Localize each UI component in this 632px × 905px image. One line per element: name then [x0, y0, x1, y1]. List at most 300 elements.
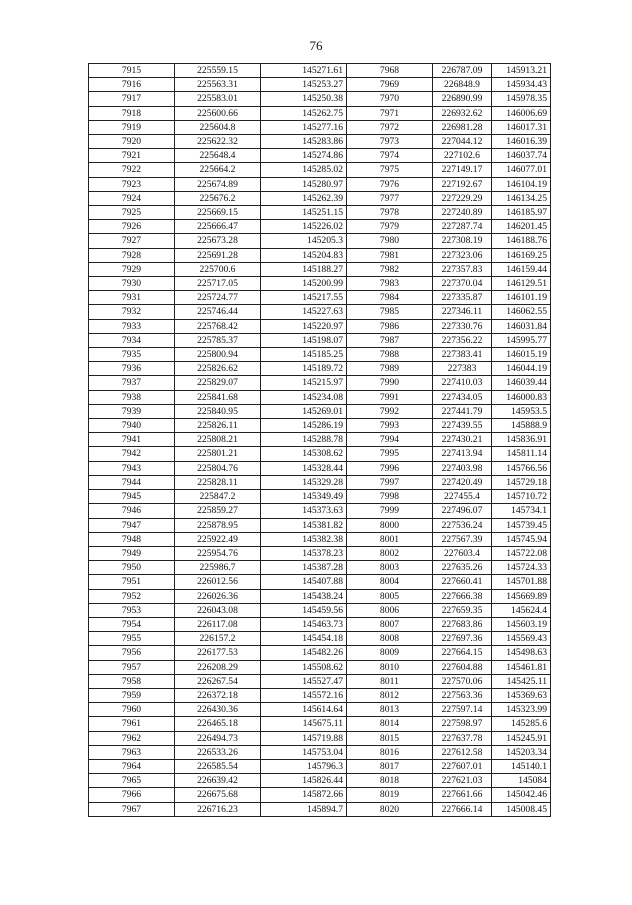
- y-coordinate-left: 145198.07: [261, 333, 347, 347]
- y-coordinate-left: 145675.11: [261, 717, 347, 731]
- y-coordinate-left: 145271.61: [261, 64, 347, 78]
- table-row: [89, 234, 551, 248]
- point-number-right: 7977: [347, 191, 433, 205]
- y-coordinate-right: 145042.46: [492, 788, 551, 802]
- y-coordinate-left: 145226.02: [261, 220, 347, 234]
- table-row: [89, 177, 551, 191]
- table-row: [89, 688, 551, 702]
- y-coordinate-left: 145205.3: [261, 234, 347, 248]
- x-coordinate-right: 227496.07: [433, 504, 492, 518]
- y-coordinate-left: 145407.88: [261, 575, 347, 589]
- point-number-left: 7929: [89, 262, 175, 276]
- x-coordinate-right: 227607.01: [433, 759, 492, 773]
- x-coordinate-right: 227102.6: [433, 149, 492, 163]
- point-number-left: 7941: [89, 433, 175, 447]
- table-row: [89, 447, 551, 461]
- point-number-left: 7915: [89, 64, 175, 78]
- table-row: [89, 802, 551, 816]
- y-coordinate-right: 145285.6: [492, 717, 551, 731]
- y-coordinate-right: 146044.19: [492, 362, 551, 376]
- y-coordinate-left: 145277.16: [261, 120, 347, 134]
- point-number-right: 7996: [347, 461, 433, 475]
- x-coordinate-left: 226430.36: [175, 703, 261, 717]
- y-coordinate-left: 145185.25: [261, 348, 347, 362]
- table-row: [89, 404, 551, 418]
- y-coordinate-right: 145710.72: [492, 490, 551, 504]
- y-coordinate-left: 145796.3: [261, 759, 347, 773]
- point-number-right: 7986: [347, 319, 433, 333]
- x-coordinate-right: 227346.11: [433, 305, 492, 319]
- x-coordinate-left: 225828.11: [175, 475, 261, 489]
- x-coordinate-left: 226372.18: [175, 688, 261, 702]
- y-coordinate-right: 145953.5: [492, 404, 551, 418]
- y-coordinate-left: 145204.83: [261, 248, 347, 262]
- point-number-left: 7930: [89, 277, 175, 291]
- y-coordinate-right: 146031.84: [492, 319, 551, 333]
- y-coordinate-left: 145508.62: [261, 660, 347, 674]
- x-coordinate-left: 225673.28: [175, 234, 261, 248]
- table-row: [89, 291, 551, 305]
- y-coordinate-right: 145724.33: [492, 561, 551, 575]
- y-coordinate-left: 145329.28: [261, 475, 347, 489]
- point-number-left: 7965: [89, 774, 175, 788]
- y-coordinate-left: 145454.18: [261, 632, 347, 646]
- x-coordinate-left: 225785.37: [175, 333, 261, 347]
- table-row: [89, 788, 551, 802]
- x-coordinate-left: 226117.08: [175, 617, 261, 631]
- y-coordinate-right: 146037.74: [492, 149, 551, 163]
- x-coordinate-left: 226675.68: [175, 788, 261, 802]
- x-coordinate-left: 225583.01: [175, 92, 261, 106]
- y-coordinate-left: 145274.86: [261, 149, 347, 163]
- x-coordinate-left: 226494.73: [175, 731, 261, 745]
- table-row: [89, 277, 551, 291]
- y-coordinate-right: 145811.14: [492, 447, 551, 461]
- point-number-left: 7949: [89, 546, 175, 560]
- table-row: [89, 475, 551, 489]
- table-row: [89, 461, 551, 475]
- x-coordinate-left: 225840.95: [175, 404, 261, 418]
- x-coordinate-right: 227149.17: [433, 163, 492, 177]
- y-coordinate-left: 145283.86: [261, 135, 347, 149]
- y-coordinate-right: 145734.1: [492, 504, 551, 518]
- x-coordinate-left: 225648.4: [175, 149, 261, 163]
- table-row: [89, 135, 551, 149]
- y-coordinate-left: 145753.04: [261, 745, 347, 759]
- point-number-left: 7916: [89, 78, 175, 92]
- y-coordinate-right: 146129.51: [492, 277, 551, 291]
- point-number-left: 7932: [89, 305, 175, 319]
- point-number-right: 8000: [347, 518, 433, 532]
- y-coordinate-left: 145262.75: [261, 106, 347, 120]
- point-number-right: 7972: [347, 120, 433, 134]
- point-number-right: 8004: [347, 575, 433, 589]
- y-coordinate-right: 145995.77: [492, 333, 551, 347]
- y-coordinate-left: 145189.72: [261, 362, 347, 376]
- table-row: [89, 660, 551, 674]
- point-number-right: 7982: [347, 262, 433, 276]
- table-row: [89, 376, 551, 390]
- x-coordinate-right: 227403.98: [433, 461, 492, 475]
- x-coordinate-right: 227044.12: [433, 135, 492, 149]
- table-row: [89, 589, 551, 603]
- y-coordinate-left: 145872.66: [261, 788, 347, 802]
- y-coordinate-left: 145286.19: [261, 419, 347, 433]
- x-coordinate-left: 225563.31: [175, 78, 261, 92]
- x-coordinate-right: 227666.38: [433, 589, 492, 603]
- table-row: [89, 191, 551, 205]
- point-number-left: 7940: [89, 419, 175, 433]
- x-coordinate-left: 225808.21: [175, 433, 261, 447]
- point-number-left: 7944: [89, 475, 175, 489]
- y-coordinate-left: 145262.39: [261, 191, 347, 205]
- y-coordinate-right: 145745.94: [492, 532, 551, 546]
- point-number-left: 7925: [89, 206, 175, 220]
- y-coordinate-right: 145498.63: [492, 646, 551, 660]
- x-coordinate-left: 225717.05: [175, 277, 261, 291]
- y-coordinate-left: 145527.47: [261, 674, 347, 688]
- point-number-right: 7989: [347, 362, 433, 376]
- point-number-right: 7990: [347, 376, 433, 390]
- point-number-left: 7956: [89, 646, 175, 660]
- x-coordinate-right: 227536.24: [433, 518, 492, 532]
- x-coordinate-right: 227420.49: [433, 475, 492, 489]
- y-coordinate-left: 145719.88: [261, 731, 347, 745]
- y-coordinate-right: 145624.4: [492, 603, 551, 617]
- x-coordinate-left: 225801.21: [175, 447, 261, 461]
- table-row: [89, 532, 551, 546]
- point-number-right: 7994: [347, 433, 433, 447]
- point-number-left: 7923: [89, 177, 175, 191]
- point-number-right: 7971: [347, 106, 433, 120]
- point-number-left: 7945: [89, 490, 175, 504]
- x-coordinate-right: 227383: [433, 362, 492, 376]
- point-number-left: 7952: [89, 589, 175, 603]
- point-number-right: 7980: [347, 234, 433, 248]
- point-number-right: 7970: [347, 92, 433, 106]
- x-coordinate-right: 226981.28: [433, 120, 492, 134]
- y-coordinate-left: 145438.24: [261, 589, 347, 603]
- x-coordinate-right: 227192.67: [433, 177, 492, 191]
- point-number-left: 7955: [89, 632, 175, 646]
- y-coordinate-left: 145234.08: [261, 390, 347, 404]
- y-coordinate-right: 145140.1: [492, 759, 551, 773]
- table-row: [89, 433, 551, 447]
- y-coordinate-right: 145836.91: [492, 433, 551, 447]
- point-number-right: 7999: [347, 504, 433, 518]
- x-coordinate-left: 226177.53: [175, 646, 261, 660]
- point-number-left: 7959: [89, 688, 175, 702]
- table-row: [89, 390, 551, 404]
- y-coordinate-left: 145288.78: [261, 433, 347, 447]
- point-number-left: 7938: [89, 390, 175, 404]
- coordinates-table-body: [89, 64, 551, 817]
- y-coordinate-right: 145701.88: [492, 575, 551, 589]
- point-number-right: 8003: [347, 561, 433, 575]
- point-number-left: 7950: [89, 561, 175, 575]
- y-coordinate-right: 146077.01: [492, 163, 551, 177]
- point-number-left: 7962: [89, 731, 175, 745]
- y-coordinate-left: 145894.7: [261, 802, 347, 816]
- x-coordinate-right: 227661.66: [433, 788, 492, 802]
- x-coordinate-left: 225768.42: [175, 319, 261, 333]
- y-coordinate-right: 145934.43: [492, 78, 551, 92]
- y-coordinate-left: 145482.26: [261, 646, 347, 660]
- x-coordinate-right: 227621.03: [433, 774, 492, 788]
- point-number-left: 7961: [89, 717, 175, 731]
- point-number-right: 7975: [347, 163, 433, 177]
- x-coordinate-left: 226533.26: [175, 745, 261, 759]
- y-coordinate-left: 145381.82: [261, 518, 347, 532]
- y-coordinate-left: 145373.63: [261, 504, 347, 518]
- x-coordinate-left: 225666.47: [175, 220, 261, 234]
- y-coordinate-right: 145569.43: [492, 632, 551, 646]
- y-coordinate-left: 145572.16: [261, 688, 347, 702]
- x-coordinate-right: 227697.36: [433, 632, 492, 646]
- point-number-left: 7954: [89, 617, 175, 631]
- y-coordinate-left: 145285.02: [261, 163, 347, 177]
- y-coordinate-left: 145614.64: [261, 703, 347, 717]
- x-coordinate-right: 227666.14: [433, 802, 492, 816]
- x-coordinate-right: 227683.86: [433, 617, 492, 631]
- x-coordinate-left: 226639.42: [175, 774, 261, 788]
- table-row: [89, 64, 551, 78]
- x-coordinate-right: 227598.97: [433, 717, 492, 731]
- x-coordinate-right: 227455.4: [433, 490, 492, 504]
- x-coordinate-left: 225600.66: [175, 106, 261, 120]
- x-coordinate-left: 225724.77: [175, 291, 261, 305]
- table-row: [89, 305, 551, 319]
- x-coordinate-right: 226848.9: [433, 78, 492, 92]
- x-coordinate-left: 226043.08: [175, 603, 261, 617]
- point-number-right: 7976: [347, 177, 433, 191]
- point-number-left: 7934: [89, 333, 175, 347]
- x-coordinate-right: 227659.35: [433, 603, 492, 617]
- x-coordinate-left: 225804.76: [175, 461, 261, 475]
- point-number-right: 8012: [347, 688, 433, 702]
- x-coordinate-left: 225841.68: [175, 390, 261, 404]
- x-coordinate-right: 227570.06: [433, 674, 492, 688]
- x-coordinate-left: 225669.15: [175, 206, 261, 220]
- table-row: [89, 490, 551, 504]
- point-number-right: 7984: [347, 291, 433, 305]
- point-number-left: 7922: [89, 163, 175, 177]
- x-coordinate-left: 226716.23: [175, 802, 261, 816]
- y-coordinate-left: 145387.28: [261, 561, 347, 575]
- y-coordinate-right: 145323.99: [492, 703, 551, 717]
- x-coordinate-left: 226465.18: [175, 717, 261, 731]
- point-number-left: 7967: [89, 802, 175, 816]
- point-number-left: 7926: [89, 220, 175, 234]
- point-number-right: 8014: [347, 717, 433, 731]
- point-number-right: 7988: [347, 348, 433, 362]
- point-number-left: 7935: [89, 348, 175, 362]
- x-coordinate-right: 227604.88: [433, 660, 492, 674]
- y-coordinate-left: 145220.97: [261, 319, 347, 333]
- point-number-right: 8019: [347, 788, 433, 802]
- y-coordinate-right: 145729.18: [492, 475, 551, 489]
- x-coordinate-left: 225664.2: [175, 163, 261, 177]
- point-number-right: 8007: [347, 617, 433, 631]
- table-row: [89, 163, 551, 177]
- point-number-right: 7991: [347, 390, 433, 404]
- x-coordinate-right: 227664.15: [433, 646, 492, 660]
- point-number-left: 7918: [89, 106, 175, 120]
- x-coordinate-right: 227330.76: [433, 319, 492, 333]
- point-number-right: 7992: [347, 404, 433, 418]
- point-number-left: 7920: [89, 135, 175, 149]
- y-coordinate-right: 145245.91: [492, 731, 551, 745]
- y-coordinate-right: 145669.89: [492, 589, 551, 603]
- x-coordinate-left: 226012.56: [175, 575, 261, 589]
- point-number-left: 7946: [89, 504, 175, 518]
- x-coordinate-right: 227308.19: [433, 234, 492, 248]
- y-coordinate-left: 145250.38: [261, 92, 347, 106]
- table-row: [89, 333, 551, 347]
- point-number-left: 7919: [89, 120, 175, 134]
- x-coordinate-right: 226890.99: [433, 92, 492, 106]
- x-coordinate-left: 225622.32: [175, 135, 261, 149]
- x-coordinate-right: 227441.79: [433, 404, 492, 418]
- y-coordinate-right: 146017.31: [492, 120, 551, 134]
- x-coordinate-left: 225691.28: [175, 248, 261, 262]
- point-number-right: 8015: [347, 731, 433, 745]
- x-coordinate-left: 225604.8: [175, 120, 261, 134]
- y-coordinate-right: 145913.21: [492, 64, 551, 78]
- x-coordinate-left: 225746.44: [175, 305, 261, 319]
- y-coordinate-right: 146188.76: [492, 234, 551, 248]
- y-coordinate-right: 146039.44: [492, 376, 551, 390]
- point-number-right: 7995: [347, 447, 433, 461]
- point-number-right: 7974: [347, 149, 433, 163]
- point-number-right: 7998: [347, 490, 433, 504]
- table-row: [89, 717, 551, 731]
- point-number-left: 7936: [89, 362, 175, 376]
- x-coordinate-right: 227430.21: [433, 433, 492, 447]
- x-coordinate-right: 227660.41: [433, 575, 492, 589]
- x-coordinate-left: 225859.27: [175, 504, 261, 518]
- y-coordinate-left: 145280.97: [261, 177, 347, 191]
- x-coordinate-left: 225674.89: [175, 177, 261, 191]
- table-row: [89, 617, 551, 631]
- point-number-left: 7960: [89, 703, 175, 717]
- x-coordinate-right: 227597.14: [433, 703, 492, 717]
- point-number-left: 7953: [89, 603, 175, 617]
- point-number-left: 7966: [89, 788, 175, 802]
- y-coordinate-right: 146134.25: [492, 191, 551, 205]
- point-number-right: 7973: [347, 135, 433, 149]
- table-row: [89, 220, 551, 234]
- point-number-right: 7981: [347, 248, 433, 262]
- point-number-right: 7968: [347, 64, 433, 78]
- point-number-right: 7985: [347, 305, 433, 319]
- y-coordinate-right: 145603.19: [492, 617, 551, 631]
- x-coordinate-left: 226208.29: [175, 660, 261, 674]
- table-row: [89, 92, 551, 106]
- x-coordinate-right: 227335.87: [433, 291, 492, 305]
- y-coordinate-right: 146062.55: [492, 305, 551, 319]
- point-number-left: 7958: [89, 674, 175, 688]
- table-row: [89, 319, 551, 333]
- point-number-left: 7924: [89, 191, 175, 205]
- point-number-left: 7948: [89, 532, 175, 546]
- x-coordinate-left: 225559.15: [175, 64, 261, 78]
- x-coordinate-left: 225826.62: [175, 362, 261, 376]
- y-coordinate-right: 146159.44: [492, 262, 551, 276]
- table-row: [89, 603, 551, 617]
- point-number-left: 7928: [89, 248, 175, 262]
- point-number-right: 8016: [347, 745, 433, 759]
- point-number-right: 8018: [347, 774, 433, 788]
- x-coordinate-right: 227357.83: [433, 262, 492, 276]
- x-coordinate-right: 226787.09: [433, 64, 492, 78]
- x-coordinate-left: 225829.07: [175, 376, 261, 390]
- y-coordinate-left: 145826.44: [261, 774, 347, 788]
- y-coordinate-left: 145269.01: [261, 404, 347, 418]
- y-coordinate-left: 145200.99: [261, 277, 347, 291]
- point-number-left: 7957: [89, 660, 175, 674]
- x-coordinate-left: 225676.2: [175, 191, 261, 205]
- table-row: [89, 78, 551, 92]
- x-coordinate-right: 227612.58: [433, 745, 492, 759]
- table-row: [89, 759, 551, 773]
- table-row: [89, 120, 551, 134]
- x-coordinate-right: 227240.89: [433, 206, 492, 220]
- point-number-right: 8002: [347, 546, 433, 560]
- table-row: [89, 362, 551, 376]
- y-coordinate-right: 145425.11: [492, 674, 551, 688]
- y-coordinate-right: 146101.19: [492, 291, 551, 305]
- x-coordinate-right: 227410.03: [433, 376, 492, 390]
- coordinates-table: [88, 63, 551, 817]
- table-row: [89, 106, 551, 120]
- table-row: [89, 774, 551, 788]
- x-coordinate-left: 226157.2: [175, 632, 261, 646]
- table-row: [89, 504, 551, 518]
- page-number: 76: [309, 38, 323, 53]
- y-coordinate-right: 145888.9: [492, 419, 551, 433]
- point-number-left: 7943: [89, 461, 175, 475]
- point-number-right: 8017: [347, 759, 433, 773]
- point-number-right: 7969: [347, 78, 433, 92]
- point-number-right: 7983: [347, 277, 433, 291]
- x-coordinate-left: 226026.36: [175, 589, 261, 603]
- point-number-left: 7964: [89, 759, 175, 773]
- y-coordinate-right: 146185.97: [492, 206, 551, 220]
- x-coordinate-right: 227637.78: [433, 731, 492, 745]
- x-coordinate-left: 225878.95: [175, 518, 261, 532]
- y-coordinate-right: 145461.81: [492, 660, 551, 674]
- x-coordinate-left: 225800.94: [175, 348, 261, 362]
- y-coordinate-right: 145203.34: [492, 745, 551, 759]
- point-number-left: 7921: [89, 149, 175, 163]
- y-coordinate-left: 145378.23: [261, 546, 347, 560]
- point-number-right: 8011: [347, 674, 433, 688]
- point-number-right: 8005: [347, 589, 433, 603]
- point-number-right: 8001: [347, 532, 433, 546]
- table-row: [89, 348, 551, 362]
- table-row: [89, 518, 551, 532]
- point-number-right: 8009: [347, 646, 433, 660]
- y-coordinate-right: 145978.35: [492, 92, 551, 106]
- table-row: [89, 546, 551, 560]
- y-coordinate-right: 145369.63: [492, 688, 551, 702]
- x-coordinate-right: 227356.22: [433, 333, 492, 347]
- y-coordinate-right: 146104.19: [492, 177, 551, 191]
- y-coordinate-right: 145739.45: [492, 518, 551, 532]
- point-number-left: 7951: [89, 575, 175, 589]
- y-coordinate-right: 145084: [492, 774, 551, 788]
